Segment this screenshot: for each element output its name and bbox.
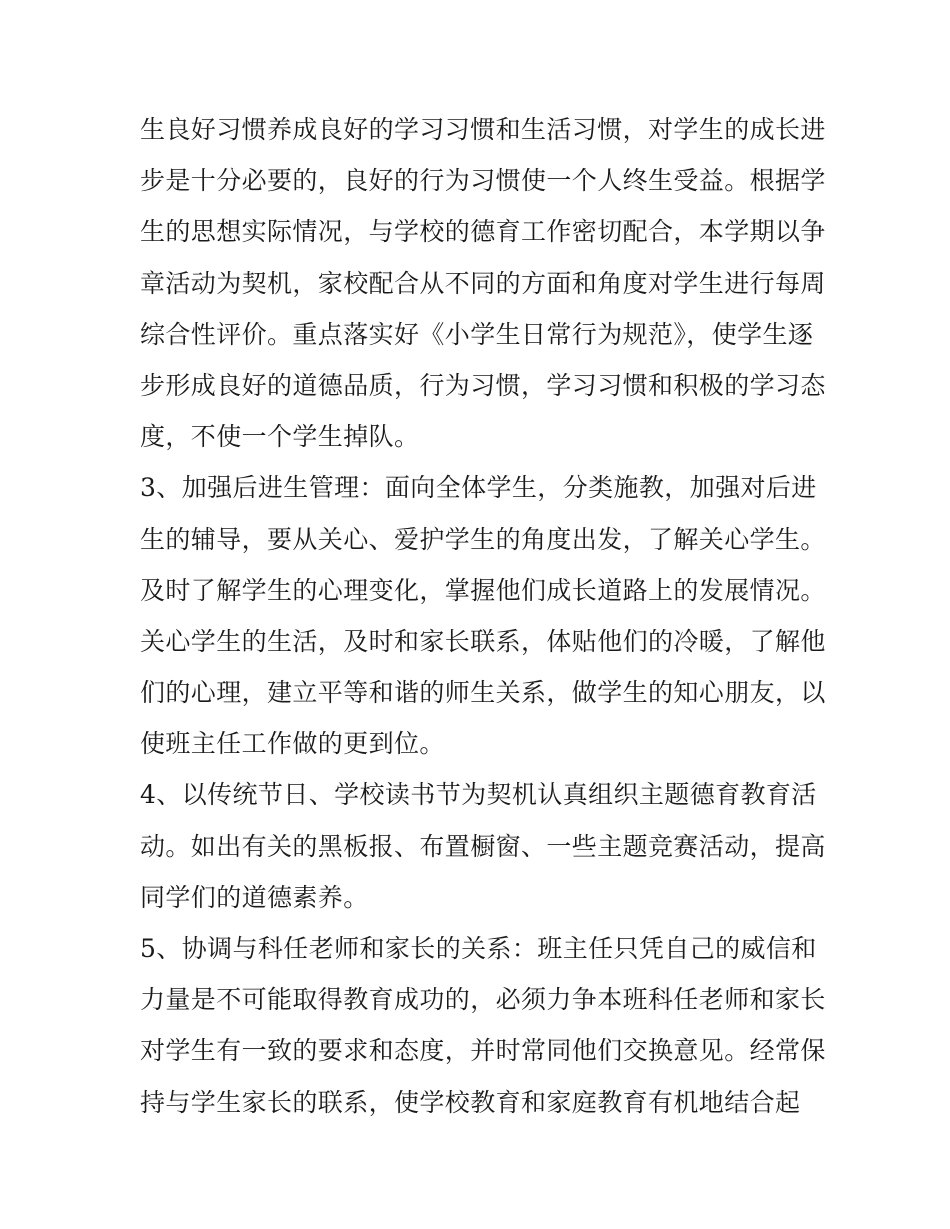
- text-line: 生的辅导，要从关心、爱护学生的角度出发，了解关心学生。: [140, 524, 826, 554]
- text-line: 对学生有一致的要求和态度，并时常同他们交换意见。经常保: [140, 1036, 826, 1066]
- text-line: 度，不使一个学生掉队。: [140, 422, 420, 452]
- body-text: [140, 104, 830, 1128]
- text-line: 使班主任工作做的更到位。: [140, 729, 445, 759]
- text-line: 生的思想实际情况，与学校的德育工作密切配合，本学期以争: [140, 217, 826, 247]
- text-line: 动。如出有关的黑板报、布置橱窗、一些主题竞赛活动，提高: [140, 831, 826, 861]
- text-line: 章活动为契机，家校配合从不同的方面和角度对学生进行每周: [140, 268, 826, 298]
- text-line: 步是十分必要的，良好的行为习惯使一个人终生受益。根据学: [140, 166, 826, 196]
- text-line: 们的心理，建立平等和谐的师生关系，做学生的知心朋友，以: [140, 678, 826, 708]
- text-line: 关心学生的生活，及时和家长联系，体贴他们的冷暖，了解他: [140, 626, 826, 656]
- text-line: 持与学生家长的联系，使学校教育和家庭教育有机地结合起: [140, 1087, 801, 1117]
- item-3-heading-line: 3、加强后进生管理：面向全体学生，分类施教，加强对后进: [140, 473, 817, 503]
- text-line: 及时了解学生的心理变化，掌握他们成长道路上的发展情况。: [140, 575, 826, 605]
- text-line: 生良好习惯养成良好的学习习惯和生活习惯，对学生的成长进: [140, 115, 826, 144]
- item-5-heading-line: 5、协调与科任老师和家长的关系：班主任只凭自己的威信和: [140, 934, 817, 963]
- text-line: 力量是不可能取得教育成功的，必须力争本班科任老师和家长: [140, 985, 826, 1015]
- text-line: 步形成良好的道德品质，行为习惯，学习习惯和积极的学习态: [140, 370, 826, 400]
- text-line: 综合性评价。重点落实好《小学生日常行为规范》，使学生逐: [140, 319, 814, 349]
- text-line: 同学们的道德素养。: [140, 882, 369, 912]
- item-4-heading-line: 4、以传统节日、学校读书节为契机认真组织主题德育教育活: [140, 780, 817, 810]
